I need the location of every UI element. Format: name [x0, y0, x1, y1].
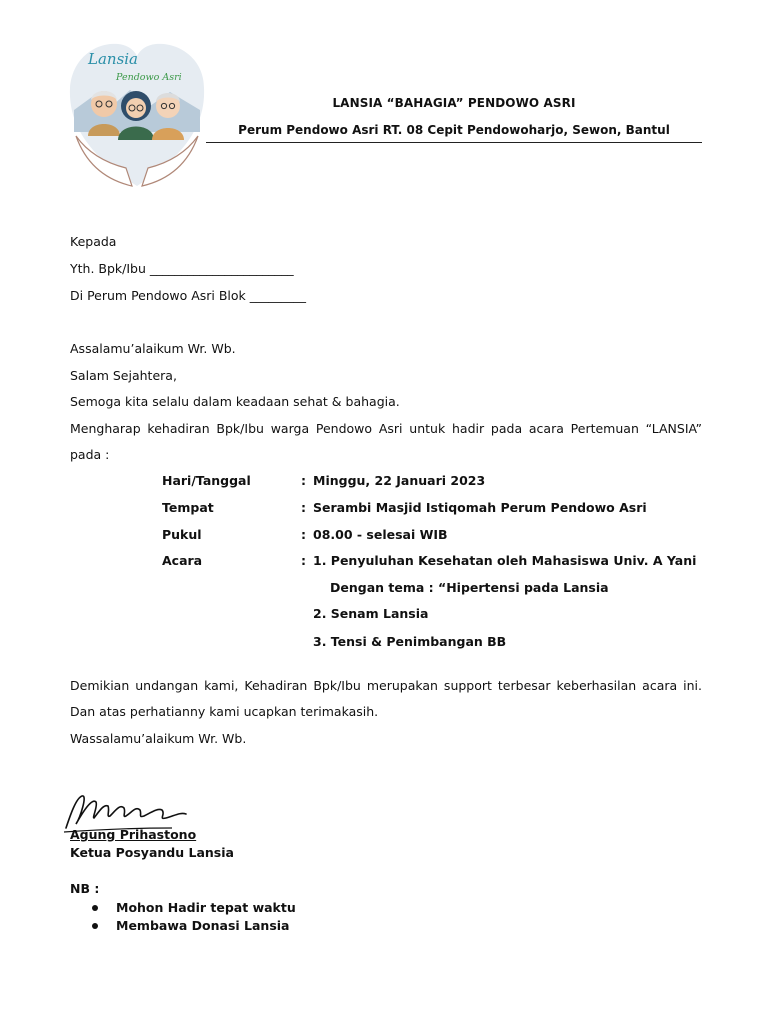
closing-line-1: Demikian undangan kami, Kehadiran Bpk/Ibu merupakan support terbesar keberhasilan acara ini. [70, 678, 702, 693]
nb-item-1: Mohon Hadir tepat waktu [116, 900, 296, 915]
detail-label: Acara [162, 553, 203, 568]
greeting-wish: Semoga kita selalu dalam keadaan sehat & bahagia. [70, 394, 400, 409]
detail-value: Minggu, 22 Januari 2023 [313, 473, 486, 488]
recipient-name-line: Yth. Bpk/Ibu _______________________ [70, 261, 294, 276]
invite-line-2: pada : [70, 447, 110, 462]
event-item-2: 2. Senam Lansia [313, 606, 429, 621]
bullet-icon [92, 905, 98, 911]
detail-label: Hari/Tanggal [162, 473, 251, 488]
letter-title: LANSIA “BAHAGIA” PENDOWO ASRI [332, 96, 576, 110]
signer-name: Agung Prihastono [70, 827, 197, 842]
bullet-icon [92, 923, 98, 929]
closing-line-2: Dan atas perhatianny kami ucapkan terimakasih. [70, 704, 379, 719]
signer-role: Ketua Posyandu Lansia [70, 845, 234, 860]
detail-value: 08.00 - selesai WIB [313, 527, 448, 542]
event-item-3: 3. Tensi & Penimbangan BB [313, 634, 507, 649]
nb-label: NB : [70, 881, 100, 896]
recipient-to: Kepada [70, 234, 117, 249]
detail-label: Tempat [162, 500, 214, 515]
event-theme: Dengan tema : “Hipertensi pada Lansia [330, 580, 609, 595]
nb-item-2: Membawa Donasi Lansia [116, 918, 290, 933]
detail-value: 1. Penyuluhan Kesehatan oleh Mahasiswa Univ. A Yani [313, 553, 697, 568]
closing-line-3: Wassalamu’alaikum Wr. Wb. [70, 731, 247, 746]
detail-label: Pukul [162, 527, 202, 542]
detail-colon: : [301, 553, 306, 568]
lansia-logo [66, 40, 208, 190]
detail-colon: : [301, 527, 306, 542]
logo-text-pendowo: Pendowo Asri [116, 72, 182, 83]
logo-text-lansia: Lansia [88, 50, 139, 68]
letter-address: Perum Pendowo Asri RT. 08 Cepit Pendowoharjo, Sewon, Bantul [238, 123, 670, 137]
invite-line-1: Mengharap kehadiran Bpk/Ibu warga Pendowo Asri untuk hadir pada acara Pertemuan “LANSIA” [70, 421, 702, 436]
header-divider [206, 142, 702, 143]
detail-value: Serambi Masjid Istiqomah Perum Pendowo Asri [313, 500, 647, 515]
greeting-sejahtera: Salam Sejahtera, [70, 368, 177, 383]
greeting-salam: Assalamu’alaikum Wr. Wb. [70, 341, 236, 356]
detail-colon: : [301, 500, 306, 515]
recipient-block-line: Di Perum Pendowo Asri Blok _________ [70, 288, 307, 303]
detail-colon: : [301, 473, 306, 488]
